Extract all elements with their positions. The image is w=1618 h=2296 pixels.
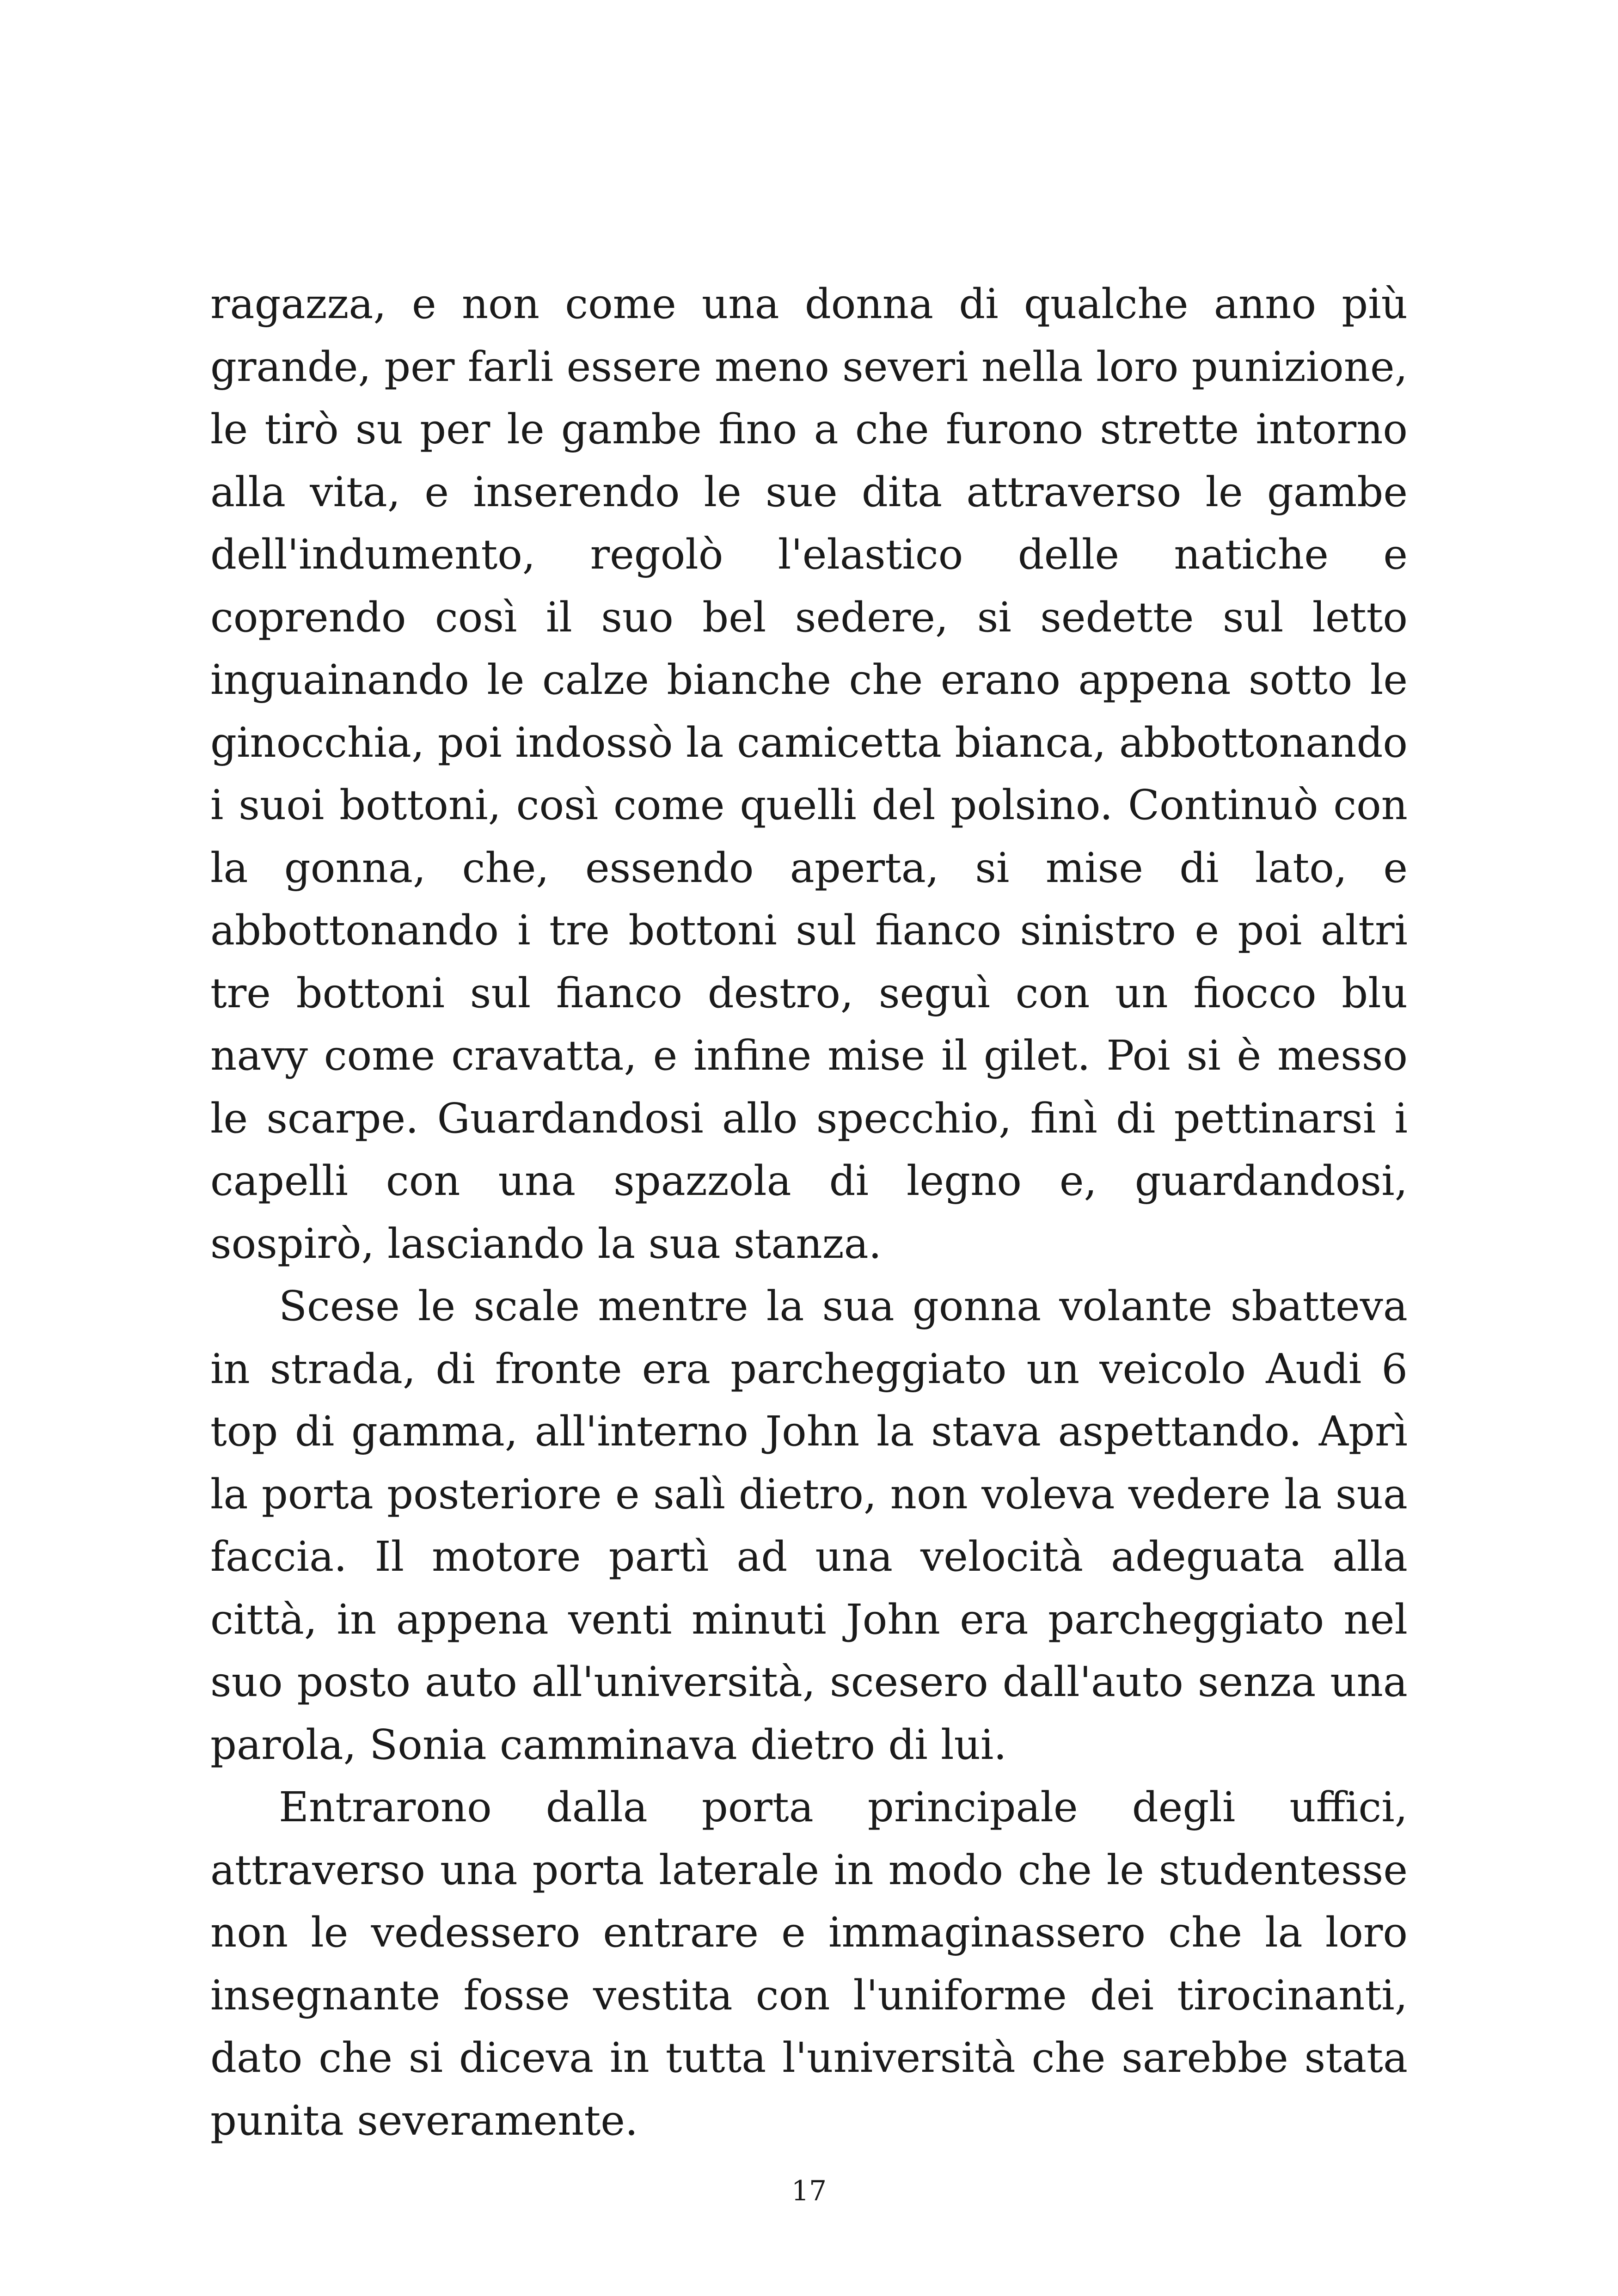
paragraph-1: ragazza, e non come una donna di qualche anno più grande, per farli essere meno severi nella loro punizione, le tirò su per le gambe fino a che furono strette intorno alla vita, e inserendo le sue dita attraverso le gambe dell'indumento, regolò l'elastico delle natiche e coprendo così il suo bel sedere, si sedette sul letto inguainando le calze bianche che erano appena sotto le ginocchia, poi indossò la camicetta bianca, abbottonando i suoi bottoni, così come quelli del polsino. Continuò con la gonna, che, essendo aperta, si mise di lato, e abbottonando i tre bottoni sul fianco sinistro e poi altri tre bottoni sul fianco destro, seguì con un fiocco blu navy come cravatta, e infine mise il gilet. Poi si è messo le scarpe. Guardandosi allo specchio, finì di pettinarsi i capelli con una spazzola di legno e, guardandosi, sospirò, lasciando la sua stanza. bbox=[210, 280, 1408, 1267]
paragraph-3: Entrarono dalla porta principale degli uffici, attraverso una porta laterale in modo che le studentesse non le vedessero entrare e immaginassero che la loro insegnante fosse vestita con l'uniforme dei tirocinanti, dato che si diceva in tutta l'università che sarebbe stata punita severamente. bbox=[210, 1783, 1408, 2144]
page-number: 17 bbox=[791, 2175, 827, 2207]
body-text bbox=[210, 273, 1408, 2152]
paragraph-2: Scese le scale mentre la sua gonna volante sbatteva in strada, di fronte era parcheggiato un veicolo Audi 6 top di gamma, all'interno John la stava aspettando. Aprì la porta posteriore e salì dietro, non voleva vedere la sua faccia. Il motore partì ad una velocità adeguata alla città, in appena venti minuti John era parcheggiato nel suo posto auto all'università, scesero dall'auto senza una parola, Sonia camminava dietro di lui. bbox=[210, 1282, 1408, 1769]
